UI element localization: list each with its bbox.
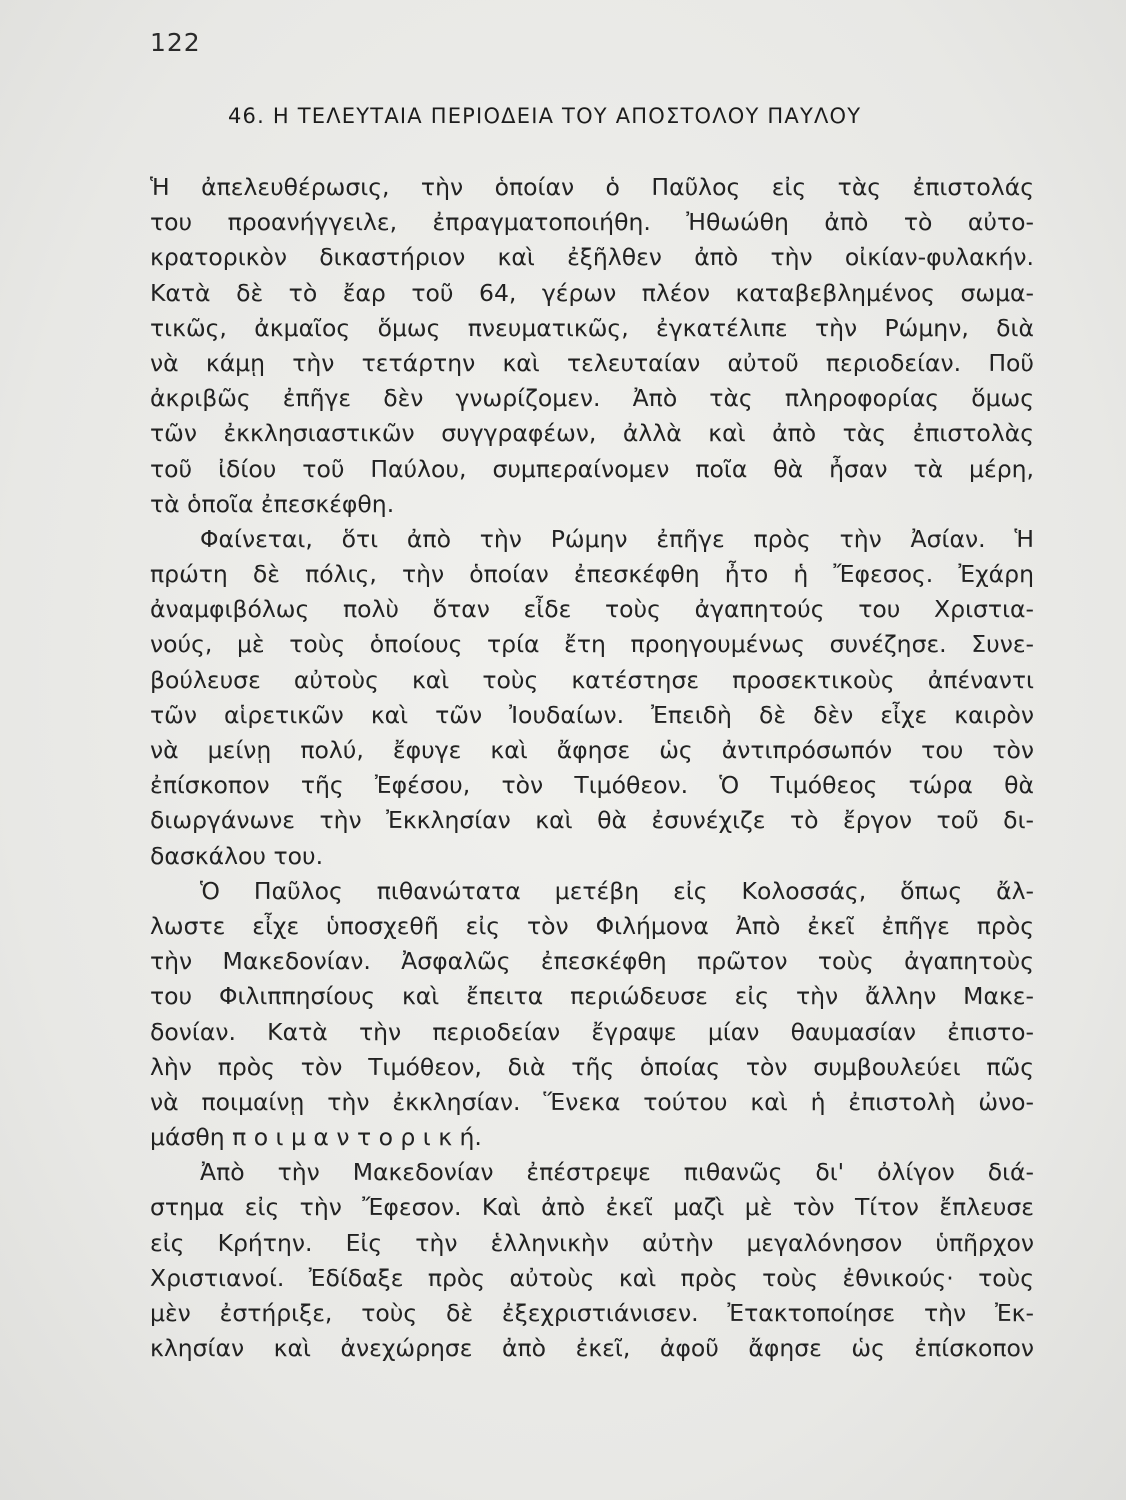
text-line: Ἡ ἀπελευθέρωσις, τὴν ὁποίαν ὁ Παῦλος εἰς τὰς ἐπιστολάς: [150, 173, 1034, 201]
text-line: τοῦ ἰδίου τοῦ Παύλου, συμπεραίνομεν ποῖα θὰ ἦσαν τὰ μέρη,: [150, 454, 1034, 483]
text-line: του προανήγγειλε, ἐπραγματοποιήθη. Ἠθωώθη ἀπὸ τὸ αὐτο-: [150, 208, 1034, 237]
text-line: διωργάνωνε τὴν Ἐκκλησίαν καὶ θὰ ἐσυνέχιζε τὸ ἔργον τοῦ δι-: [150, 806, 1034, 835]
text-line: νὰ ποιμαίνῃ τὴν ἐκκλησίαν. Ἕνεκα τούτου καὶ ἡ ἐπιστολὴ ὠνο-: [150, 1087, 1034, 1116]
text-line: Φαίνεται, ὅτι ἀπὸ τὴν Ρώμην ἐπῆγε πρὸς τὴν Ἀσίαν. Ἡ: [200, 524, 1034, 553]
text-line: του Φιλιππησίους καὶ ἔπειτα περιώδευσε εἰς τὴν ἄλλην Μακε-: [150, 982, 1034, 1011]
text-line: τὰ ὁποῖα ἐπεσκέφθη.: [150, 489, 395, 518]
page-number: 122: [150, 28, 201, 57]
text-line: δασκάλου του.: [150, 841, 324, 870]
section-heading: 46. Η ΤΕΛΕΥΤΑΙΑ ΠΕΡΙΟΔΕΙΑ ΤΟΥ ΑΠΟΣΤΟΛΟΥ ΠΑΥΛΟΥ: [228, 104, 862, 128]
text-line: τὴν Μακεδονίαν. Ἀσφαλῶς ἐπεσκέφθη πρῶτον τοὺς ἀγαπητοὺς: [150, 947, 1034, 976]
text-line: βούλευσε αὐτοὺς καὶ τοὺς κατέστησε προσεκτικοὺς ἀπέναντι: [150, 665, 1034, 694]
text-line: πρώτη δὲ πόλις, τὴν ὁποίαν ἐπεσκέφθη ἦτο ἡ Ἔφεσος. Ἐχάρη: [150, 560, 1034, 589]
text-line: μὲν ἐστήριξε, τοὺς δὲ ἐξεχριστιάνισεν. Ἐτακτοποίησε τὴν Ἐκ-: [150, 1299, 1034, 1327]
text-line: νὰ κάμῃ τὴν τετάρτην καὶ τελευταίαν αὐτοῦ περιοδείαν. Ποῦ: [150, 348, 1034, 377]
text-line: δονίαν. Κατὰ τὴν περιοδείαν ἔγραψε μίαν θαυμασίαν ἐπιστο-: [150, 1017, 1034, 1046]
text-line: κλησίαν καὶ ἀνεχώρησε ἀπὸ ἐκεῖ, ἀφοῦ ἄφησε ὡς ἐπίσκοπον: [150, 1334, 1034, 1363]
text-line: ἀναμφιβόλως πολὺ ὅταν εἶδε τοὺς ἀγαπητούς του Χριστια-: [150, 595, 1034, 624]
text-line: τῶν ἐκκλησιαστικῶν συγγραφέων, ἀλλὰ καὶ ἀπὸ τὰς ἐπιστολὰς: [150, 419, 1034, 448]
text-line: ἀκριβῶς ἐπῆγε δὲν γνωρίζομεν. Ἀπὸ τὰς πληροφορίας ὅμως: [150, 384, 1034, 413]
text-line: λὴν πρὸς τὸν Τιμόθεον, διὰ τῆς ὁποίας τὸν συμβουλεύει πῶς: [150, 1052, 1034, 1081]
text-line: μάσθη π ο ι μ α ν τ ο ρ ι κ ή.: [150, 1123, 482, 1152]
text-line: κρατορικὸν δικαστήριον καὶ ἐξῆλθεν ἀπὸ τὴν οἰκίαν-φυλακήν.: [150, 243, 1034, 272]
text-line: Χριστιανοί. Ἐδίδαξε πρὸς αὐτοὺς καὶ πρὸς τοὺς ἐθνικούς· τοὺς: [150, 1263, 1034, 1292]
text-line: Ἀπὸ τὴν Μακεδονίαν ἐπέστρεψε πιθανῶς δι' ὀλίγον διά-: [200, 1158, 1034, 1187]
text-line: τικῶς, ἀκμαῖος ὅμως πνευματικῶς, ἐγκατέλιπε τὴν Ρώμην, διὰ: [150, 313, 1034, 342]
text-line: νούς, μὲ τοὺς ὁποίους τρία ἔτη προηγουμένως συνέζησε. Συνε-: [150, 630, 1034, 659]
text-line: νὰ μείνῃ πολύ, ἔφυγε καὶ ἄφησε ὡς ἀντιπρόσωπόν του τὸν: [150, 736, 1034, 764]
text-line: λωστε εἶχε ὑποσχεθῆ εἰς τὸν Φιλήμονα Ἀπὸ ἐκεῖ ἐπῆγε πρὸς: [150, 911, 1034, 940]
text-line: στημα εἰς τὴν Ἔφεσον. Καὶ ἀπὸ ἐκεῖ μαζὶ μὲ τὸν Τίτον ἔπλευσε: [150, 1193, 1034, 1222]
text-line: εἰς Κρήτην. Εἰς τὴν ἑλληνικὴν αὐτὴν μεγαλόνησον ὑπῆρχον: [150, 1228, 1034, 1257]
body-text: [150, 170, 1034, 1366]
text-line: ἐπίσκοπον τῆς Ἐφέσου, τὸν Τιμόθεον. Ὁ Τιμόθεος τώρα θὰ: [150, 771, 1034, 800]
text-line: τῶν αἱρετικῶν καὶ τῶν Ἰουδαίων. Ἐπειδὴ δὲ δὲν εἶχε καιρὸν: [150, 700, 1034, 729]
text-line: Ὁ Παῦλος πιθανώτατα μετέβη εἰς Κολοσσάς, ὅπως ἄλ-: [200, 876, 1034, 905]
text-line: Κατὰ δὲ τὸ ἔαρ τοῦ 64, γέρων πλέον καταβεβλημένος σωμα-: [150, 278, 1034, 307]
